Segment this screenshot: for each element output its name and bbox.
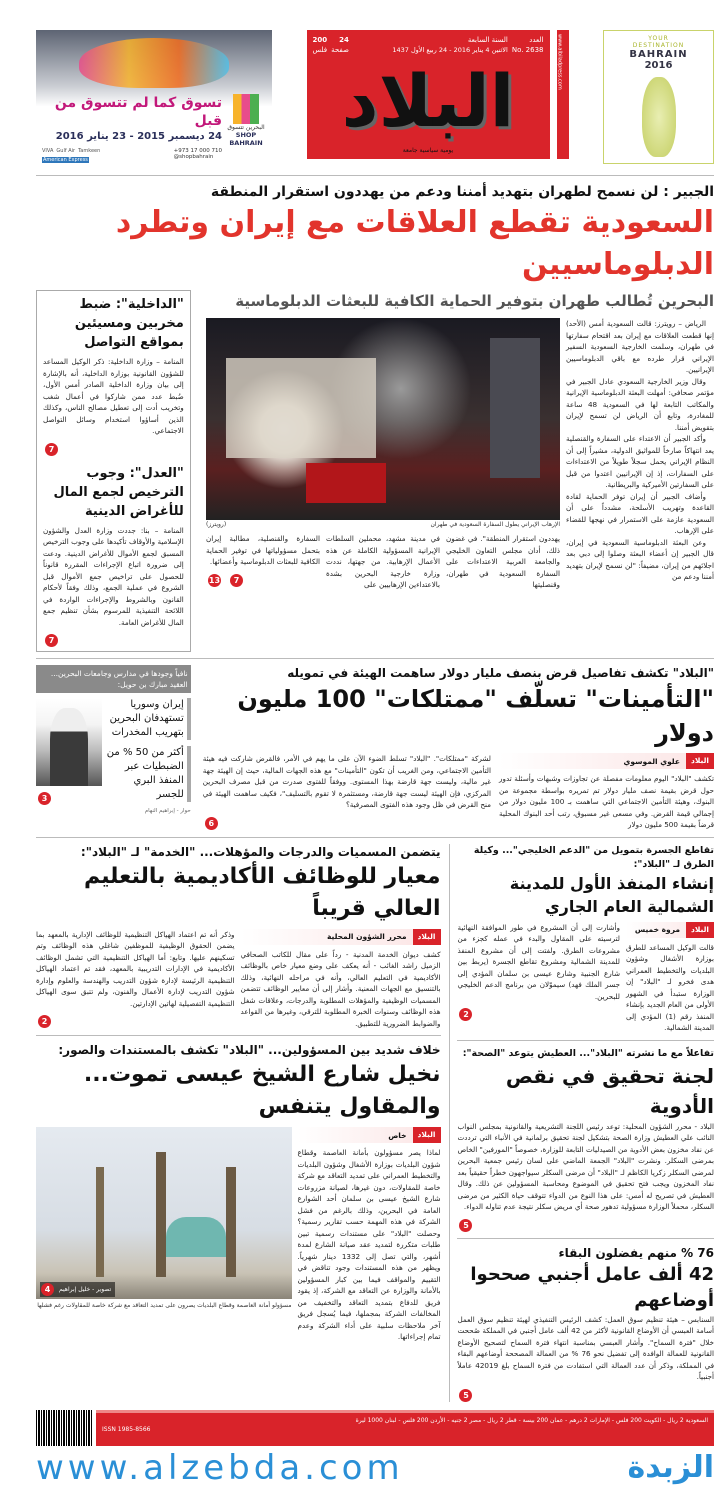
palms-photo-caption: مسؤولو أمانة العاصمة وقطاع البلديات يصرون على تمديد التعاقد مع شركة خاصة للمقاولات رغم فشلها	[37, 1302, 292, 1309]
festival-illustration	[79, 38, 229, 88]
page-ref-badge[interactable]: 2	[459, 1008, 472, 1021]
interview-item[interactable]: أكثر من 50 % من الضبطيات عبر المنفذ البري للجسر	[106, 746, 191, 802]
divider	[36, 1035, 441, 1036]
byline-tag: البلاد	[413, 1127, 441, 1143]
palm-trunk	[156, 1152, 166, 1277]
lead-photo[interactable]	[206, 318, 560, 520]
byline-tag: البلاد	[686, 922, 714, 938]
sidebar-body: المنامة – بنا: جددت وزارة العدل والشؤون الإسلامية والأوقاف تأكيدها على وجوب الترخيص المسبق لجمع الأموال للأغراض الدينية. ودعت إلى ضرورة اتباع الإجراءات المقررة قانوناً للحصول على تراخيص جمع الأموال قبل الشروع في عملية الجمع، وذلك وفقاً لأحكام القانون وبالشروط والإجراءات الواردة في اللائحة التنفيذية للمرسوم بشأن تنظيم جمع المال للأغراض العامة.	[43, 525, 184, 627]
ad-brand	[226, 94, 266, 147]
insurance-story	[203, 665, 714, 831]
insurance-badges	[203, 811, 491, 830]
jobs-headline: معيار للوظائف الأكاديمية بالتعليم العالي قريباً	[83, 863, 441, 921]
ad-text	[42, 94, 226, 163]
workers-kicker: 76 % منهم يفضلون البقاء	[558, 1245, 714, 1260]
price-block	[313, 35, 328, 55]
sidebar-box	[36, 290, 191, 652]
insurance-col-right	[499, 753, 714, 831]
medicine-headline: لجنة تحقيق في نقص الأدوية	[505, 1063, 714, 1118]
issue-label: العدد	[529, 36, 544, 44]
footer-issn: ISSN 1985-8566	[102, 1425, 151, 1433]
shop-bahrain-ad[interactable]	[36, 30, 272, 169]
left-stories	[36, 844, 441, 1343]
issue-year: السنة السابعة	[467, 36, 508, 44]
jobs-col-right	[241, 929, 441, 1030]
issue-date: الاثنين 4 يناير 2016 - 24 ربيع الأول 1437	[392, 46, 508, 54]
divider	[36, 658, 714, 659]
page-ref-badge[interactable]: 3	[38, 792, 51, 805]
ad-contact-block	[174, 148, 222, 160]
ad-line1: YOUR	[648, 35, 669, 42]
page-ref-badge[interactable]: 7	[45, 443, 58, 456]
fire-truck	[306, 463, 386, 503]
interview-photo-col	[36, 698, 102, 805]
divider	[36, 837, 714, 838]
footer	[36, 1410, 714, 1446]
lead-photo-credit: (رويترز)	[206, 521, 227, 528]
interview-box	[36, 665, 191, 814]
palms-byline	[298, 1127, 441, 1143]
page-count-label: صفحة	[331, 46, 349, 54]
palm-trunk	[96, 1167, 104, 1277]
port-kicker: تقاطع الجسرة بتمويل من "الدعم الخليجي"... وكيلة الطرق لـ "البلاد":	[473, 844, 714, 870]
ad-line4: 2016	[644, 60, 673, 71]
ad-contacts	[42, 148, 222, 163]
palms-col-right	[298, 1127, 441, 1343]
watermark-row	[36, 1448, 714, 1488]
lead-columns	[203, 318, 714, 591]
insurance-kicker: "البلاد" تكشف تفاصيل قرض بنصف مليار دولار ساهمت الهيئة في تمويله	[287, 666, 714, 680]
ad-dates: 24 ديسمبر 2015 - 23 يناير 2016	[55, 131, 222, 142]
lead-headline: السعودية تقطع العلاقات مع إيران وتطرد الدبلوماسيين	[115, 205, 714, 282]
lead-kicker: الجبير : لن نسمح لطهران بتهديد أمننا ودعم من يهددون استقرار المنطقة	[210, 184, 714, 200]
issue-block	[512, 35, 544, 55]
page-ref-badge[interactable]: 7	[230, 574, 243, 587]
footer-price-bar	[96, 1410, 714, 1446]
jobs-byline	[241, 929, 441, 945]
interview-content	[36, 698, 191, 814]
watermark-logo: الزبدة	[627, 1450, 714, 1485]
sponsor-logos	[42, 148, 132, 163]
byline-tag: البلاد	[413, 929, 441, 945]
newspaper-tagline: يومية سياسية جامعة	[402, 147, 454, 154]
port-headline: إنشاء المنفذ الأول للمدينة الشمالية العام الجاري	[509, 873, 714, 916]
header-row	[36, 30, 714, 169]
ad-line3: BAHRAIN	[629, 49, 688, 60]
jobs-columns	[36, 929, 441, 1030]
building-dome	[166, 1217, 226, 1257]
right-stories	[457, 844, 714, 1402]
ad-line2: DESTINATION	[632, 42, 685, 49]
workers-headline: 42 ألف عامل أجنبي صححوا أوضاعهم	[470, 1263, 714, 1311]
interview-item[interactable]: إيران وسوريا تستهدفان البحرين بتهريب المخدرات	[106, 698, 191, 740]
masthead-site-strip	[557, 30, 569, 159]
byline-author: مروة خميس	[634, 925, 680, 934]
newspaper-logo: البلاد	[341, 59, 515, 143]
port-columns	[457, 922, 714, 1034]
palms-body: لماذا يصر مسؤولون بأمانة العاصمة وقطاع شؤون البلديات بوزارة الأشغال وشؤون البلديات والتخطيط العمراني على تمديد التعاقد مع شركة خاصة للمقاولات، دون غيرها، لصيانة مزروعات شارع الشيخ عيسى بن سلمان أحد الشوارع العامة في البحرين، وذلك بالرغم من فشل الشركة في هذه المهمة حسب تقارير رسمية؟ وحصلت "البلاد" على مستندات رسمية تبين طلبات متكررة لتمديد عقد صيانة الشارع لمدة أشهر، والتي تصل إلى 1332 دينار شهرياً. ويظهر من هذه المستندات وجود تناقض في التقييم والمواقف فيما بين كبار المسؤولين بالأمانة والوزارة عن التعاقد مع الشركة، إذ يقود فريق للدفاع بتمديد التعاقد والتخفيف من المخالفات الشركة بمجملها، فيما يُسجل فريق آخر ملاحظات سلبية على أداء الشركة وعدم تمام إجراءاتها.	[297, 1148, 441, 1341]
byline-author: علوي الموسوي	[623, 756, 680, 766]
sponsor-logo: VIVA	[42, 148, 54, 154]
page-ref-badge[interactable]: 7	[45, 634, 58, 647]
interview-credit: حوار - إبراهيم النهام	[144, 808, 191, 814]
lead-col3-wrap	[206, 533, 320, 587]
ad-brand-ar: البحرين تتسوق	[227, 124, 265, 131]
pages-block	[331, 35, 349, 55]
lead-body-col1: يهددون استقرار المنطقة". في غضون ذلك، أدان مجلس التعاون الخليجي والجامعة العربية الاعتداءات على السفارة السعودية في طهران، وقنصليتها	[446, 534, 560, 589]
date-block	[353, 35, 508, 55]
insurance-headline: "التأمينات" تسلّف "ممتلكات" 100 مليون دولار	[237, 685, 714, 747]
palms-kicker: خلاف شديد بين المسؤولين... "البلاد" تكشف بالمستندات والصور:	[58, 1043, 441, 1057]
byline-tag: البلاد	[686, 753, 714, 769]
jobs-body-left: وذكر أنه تم اعتماد الهياكل التنظيمية للوظائف الإدارية بالمعهد بما يضمن الحقوق الوظيفية للموظفين شاغلي هذه الوظائف وتم تسكينهم عليها. وتابع: أما الهياكل التنظيمية التي تشمل الوظائف الأكاديمية في الإدارات التدريبية بالمعهد، فقد تم اعتماد الهياكل التنظيمية الرئيسة لإدارة شؤون التدريب والهندسة والعلوم وإدارة شؤون التدريب لإدارة الأعمال والفنون، ولم تتبق سوى الهياكل التنظيمية التفصيلية لهاتين الإدارتين.	[36, 929, 235, 1008]
hotel-building	[490, 338, 540, 478]
insurance-columns	[203, 753, 714, 831]
masthead-site: www.albiladpress.com	[556, 34, 563, 90]
lead-photo-caption-row	[206, 520, 560, 530]
palms-headline: نخيل شارع الشيخ عيسى تموت... والمقاول يتنفس	[83, 1062, 441, 1119]
lead-body-col3: السفارة والقنصلية، مطالبة إيران بتحمل مسؤولياتها في توفير الحماية الكافية للبعثات الدبلوماسية وأعضائها.	[206, 534, 320, 566]
interview-header: نافياً وجودها في مدارس وجامعات البحرين... العقيد مبارك بن حويل:	[36, 665, 191, 693]
column-divider	[449, 844, 450, 1402]
medicine-body: البلاد - محرر الشؤون المحلية: توعد رئيس اللجنة التشريعية والقانونية بمجلس النواب النائب علي العطيش وزارة الصحة بتشكيل لجنة تحقيق برلمانية في الأنباء التي ترددت عن نفاد مخزون بعض الأدوية من الصيدليات التابعة للوزارة، خصوصاً "المورفين" الخاص بمرضى السكلر. ونشرت "البلاد" الجمعة الماضي على لسان رئيس جمعية البحرين لمرضى السكلر زكريا الكاظم لـ "البلاد" أن مرضى السكلر سيواجهون خطراً حقيقياً بعد نفاد المخزون ويجب فتح تحقيق في الموضوع ومحاسبة المسؤولين عن ذلك. وقال العطيش في تصريح له أمس: على هذا النوع من الدواء تتوقف حياة الكثير من مرضى السكلر، محملاً الوزارة مسؤولية تدهور صحة أي مريض سكلر نتيجة عدم تناوله الدواء.	[457, 1121, 714, 1211]
insurance-byline	[499, 753, 714, 769]
page-ref-badge[interactable]: 2	[38, 1015, 51, 1028]
lead-body-col2: في مدينة مشهد، محملين السلطات الإيرانية المسؤولية الكاملة عن هذه الأعمال الإرهابية. من جهتها، نددت وزارة خارجية البحرين بشدة بالاعتداءين الإرهابيين على	[326, 534, 440, 589]
port-body-left: وأشارت إلى أن المشروع في طور الموافقة النهائية لترسيته على المقاول والبدء في عمله كجزء من مشروعات الطرق. ولفتت إلى أن مشروع المنفذ للمدينة الشمالية ومشروع تقاطع الجسرة (يربط بين شارع الجنبية وشارع عيسى بن سلمان المؤدي إلى جسر الملك فهد) سيموّلان من برنامج الدعم الخليجي للبحرين.	[457, 922, 620, 1001]
port-badges	[457, 1002, 620, 1021]
workers-badges	[457, 1383, 714, 1402]
page-ref-badge[interactable]: 5	[459, 1219, 472, 1232]
sidebar-headline[interactable]: "العدل": وجوب الترخيص لجمع المال للأغراض الدينية	[53, 465, 184, 519]
sponsor-logo: American Express	[43, 157, 88, 163]
medicine-badges	[457, 1213, 714, 1232]
lead-main	[203, 290, 714, 591]
issue-number: No. 2638	[511, 46, 544, 54]
jobs-body-right: كشف ديوان الخدمة المدنية - رداً على مقال للكاتب الصحافي الزميل راشد الغائب - أنه يعكف على وضع معيار خاص بالوظائف الأكاديمية في التعليم العالي، وأنه في مراحله النهائية، وذلك بالتنسيق مع الجهات المعنية. وأشار إلى أن معايير الوظائف تتضمن المسميات الوظيفية والمؤهلات المطلوبة والدرجات، وعلاقات شغل هذه الوظائف وسنوات الخبرة المطلوبة للترقي، وغيرها من القواعد والضوابط الضرورية للتطبيق.	[240, 949, 441, 1028]
byline-author: محرر الشؤون المحلية	[326, 932, 407, 941]
insurance-body-right: تكشف "البلاد" اليوم معلومات مفصلة عن تجاوزات وشبهات وأسئلة تدور حول قرض بقيمة نصف مليار دولار تم تمريره بواسطة مجموعة من البنوك، وهيئة التأمين الاجتماعي التي ساهمت بـ 100 مليون دولار من إجمالي قيمة القرض. وفي مسعى غير مسبوق، رتب أحد البنوك المحلية قرضاً بقيمة 500 مليون دولار	[499, 774, 714, 829]
shop-bahrain-bag-icon	[233, 94, 259, 124]
footer-prices: السعودية 2 ريال - الكويت 200 فلس - الإمارات 2 درهم - عمان 200 بيسة - قطر 2 ريال - مصر 2 جنيه - الأردن 200 فلس - لبنان 1000 ليرة	[355, 1416, 708, 1424]
divider	[457, 1238, 714, 1239]
insurance-body-left: لشركة "ممتلكات". "البلاد" تسلط الضوء الآن على ما يهم في الأمر، فالقرض شاركت فيه هيئة التأمين الاجتماعي، ومن الغريب أن تكون "التأمينات" مع هذه الجهات المالية، حيث إن الهيئة جهة غير مالية، وليست جهة قارضة بهذا المستوى. ووفقاً للفتوى صدرت من قبل مصرف البحرين المركزي، فإن الهيئة ليست جهة قارضة، ومستثمرة لا تقوم بالتسليف"، فكيف ساهمت الهيئة في منح القرض في ظل وجود هذه الفتوى المصرفية؟	[202, 754, 491, 809]
page-ref-badge[interactable]: 4	[41, 1283, 54, 1296]
sponsor-logo: Tamkeen	[78, 148, 101, 154]
medicine-kicker: تفاعلاً مع ما نشرته "البلاد"... العطيش يتوعد "الصحة":	[462, 1047, 714, 1059]
lead-photo-caption: الإرهاب الإيراني يطول السفارة السعودية في طهران	[430, 521, 560, 528]
sidebar-badges	[43, 437, 184, 456]
watermark-site: www.alzebda.com	[36, 1447, 404, 1488]
insurance-col-left	[203, 753, 491, 830]
ad-bottom	[42, 94, 266, 163]
row-insurance	[36, 665, 714, 831]
bahrain-map-calligraphy	[642, 77, 676, 157]
palms-photo-col	[36, 1127, 292, 1310]
palms-columns	[36, 1127, 441, 1343]
divider	[457, 1040, 714, 1041]
interview-items	[106, 698, 191, 814]
interview-photo[interactable]	[36, 698, 102, 786]
palms-photo-footer	[40, 1282, 115, 1297]
divider	[36, 175, 714, 176]
row-lower	[36, 844, 714, 1402]
masthead-group	[307, 30, 569, 159]
sidebar-headline[interactable]: "الداخلية": ضبط مخربين ومسيئين بمواقع التواصل	[74, 297, 184, 350]
sponsor-logo: Gulf Air	[56, 148, 76, 154]
lead-section	[36, 290, 714, 652]
page-ref-badge[interactable]: 13	[208, 575, 221, 585]
ad-handle: @shopbahrain	[173, 154, 214, 160]
ad-headline: تسوق كما لم تتسوق من قبل	[54, 95, 222, 129]
lead-badges	[206, 568, 320, 587]
lead-sub-columns	[206, 533, 560, 591]
jobs-kicker: يتضمن المسميات والدرجات والمؤهلات... "الخدمة" لـ "البلاد":	[80, 844, 441, 859]
palms-photo-credit: تصوير - خليل إبراهيم	[59, 1286, 112, 1293]
page-ref-badge[interactable]: 5	[459, 1389, 472, 1402]
page-count: 24	[339, 36, 349, 44]
port-byline	[626, 922, 714, 938]
price: 200	[312, 36, 328, 44]
ad-brand-en: SHOP BAHRAIN	[229, 131, 263, 147]
page-ref-badge[interactable]: 6	[205, 817, 218, 830]
person-figure	[50, 708, 88, 786]
workers-body: السنابس – هيئة تنظيم سوق العمل: كشف الرئيس التنفيذي لهيئة تنظيم سوق العمل أسامة العبسي أن الأوضاع القانونية لأكثر من 42 ألف عامل أجنبي في المملكة صُححت خلال "فترة السماح". وأشار العبسي بمناسبة انتهاء فترة السماح لتصحيح الأوضاع القانونية للعمالة الوافدة إلى تفضيل نحو 76 % من العمالة المصححة أوضاعهم البقاء في المملكة، وذكر أن عدد العمالة التي استفادت من فترة السماح بلغ 42019 عاملاً أجنبياً.	[457, 1314, 715, 1381]
jobs-badges	[36, 1009, 235, 1028]
embassy-building	[226, 358, 376, 458]
lead-body-right: الرياض – رويترز: قالت السعودية أمس (الأحد) إنها قطعت العلاقات مع إيران بعد اقتحام سفارتها في طهران، وسلمت الخارجية السعودية السفير الإيراني قرار طرده مع باقي الدبلوماسيين الإيرانيين. وقال وزير الخارجية السعودي عادل الجبير في مؤتمر صحافي: أمهلت البعثة الدبلوماسية الإيرانية والمكاتب التابعة لها في السعودية 48 ساعة للمغادرة، وتابع أن الرياض لن تسمح لإيران بتقويض أمننا. وأكد الجبير أن الاعتداء على السفارة والقنصلية يعد انتهاكاً صارخاً للمواثيق الدولية، مشيراً إلى أن النظام الإيراني يحمل سجلاً طويلاً من الاعتداءات على السفارات، إذ إن الإيرانيين اعتدوا من قبل على السفارتين الأميركية والبريطانية. وأضاف الجبير أن إيران توفر الحماية لقادة القاعدة وتهريب الأسلحة، مشدداً على أن السعودية عازمة على الاستمرار في نهجها للقضاء على الإرهاب. وعن البعثة الدبلوماسية السعودية في إيران، قال الجبير إن أعضاء البعثة وصلوا إلى دبي بعد اجلائهم من إيران، مضيفاً: "لن نسمح لإيران بتهديد أمننا ودعم من	[566, 319, 715, 581]
price-label: فلس	[312, 46, 328, 54]
palm-trunk	[226, 1167, 236, 1277]
ad-phone: +973 17 000 710	[173, 148, 222, 154]
lead-subhead: البحرين تُطالب طهران بتوفير الحماية الكافية للبعثات الدبلوماسية	[235, 292, 714, 310]
jobs-col-left	[36, 929, 235, 1029]
port-col-left	[457, 922, 620, 1022]
bahrain-2016-ad[interactable]	[603, 30, 714, 164]
interview-badges	[36, 786, 102, 805]
sidebar-badges	[43, 628, 184, 647]
port-body-right: قالت الوكيل المساعد للطرق بوزارة الأشغال وشؤون البلديات والتخطيط العمراني هدى فخرو لـ "البلاد" إن الوزارة ستبدأ في الشهور الأولى من العام الجديد بإنشاء المنفذ رقم (1) المؤدي إلى المدينة الشمالية.	[626, 942, 714, 1032]
byline-author: خاص	[388, 1130, 407, 1140]
masthead	[307, 30, 550, 159]
palms-photo[interactable]	[36, 1127, 292, 1299]
lead-photo-column	[206, 318, 560, 591]
sidebar-body: المنامة – وزارة الداخلية: ذكر الوكيل المساعد للشؤون القانونية بوزارة الداخلية، أنه بالإشارة إلى بيان وزارة الداخلية الصادر أمس الأول، ضُبط عدد ممن شاركوا في أعمال شغب وتخريب أدت إلى تعطيل مصالح الناس، وكذلك الذين أساؤوا استخدام وسائل التواصل الاجتماعي.	[43, 357, 184, 435]
port-col-right	[626, 922, 714, 1034]
barcode	[36, 1410, 92, 1446]
masthead-info	[313, 35, 544, 55]
